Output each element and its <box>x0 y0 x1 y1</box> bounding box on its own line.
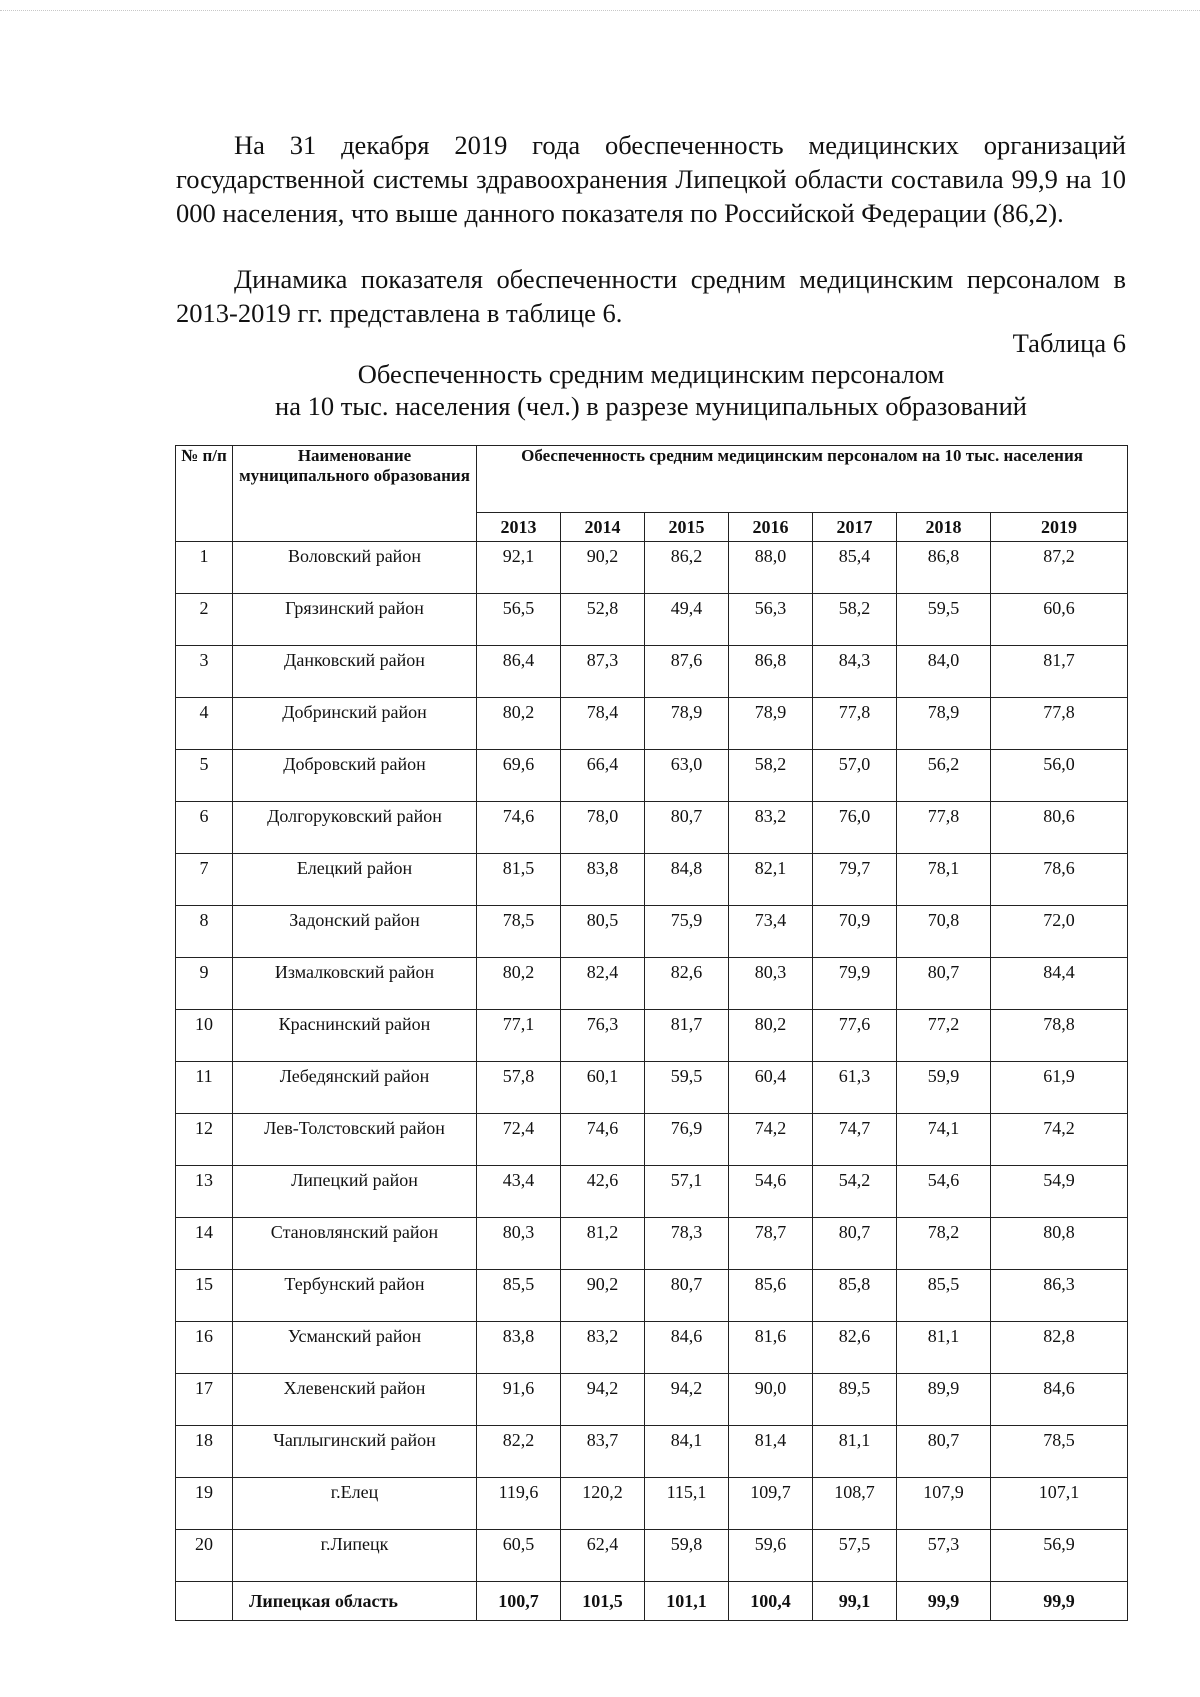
value-cell: 59,8 <box>645 1530 729 1582</box>
table-row <box>176 542 1128 594</box>
value-cell: 86,8 <box>729 646 813 698</box>
value-cell: 56,5 <box>477 594 561 646</box>
row-number: 12 <box>176 1114 233 1166</box>
value-cell: 80,7 <box>645 1270 729 1322</box>
value-cell: 101,1 <box>645 1582 729 1621</box>
value-cell: 79,9 <box>813 958 897 1010</box>
value-cell: 82,4 <box>561 958 645 1010</box>
value-cell: 61,3 <box>813 1062 897 1114</box>
municipality-name: Лебедянский район <box>233 1062 477 1114</box>
value-cell: 94,2 <box>561 1374 645 1426</box>
value-cell: 83,8 <box>561 854 645 906</box>
value-cell: 54,2 <box>813 1166 897 1218</box>
value-cell: 80,6 <box>991 802 1128 854</box>
row-number: 4 <box>176 698 233 750</box>
group-header: Обеспеченность средним медицинским персоналом на 10 тыс. населения <box>477 446 1128 513</box>
value-cell: 84,6 <box>991 1374 1128 1426</box>
value-cell: 42,6 <box>561 1166 645 1218</box>
value-cell: 84,4 <box>991 958 1128 1010</box>
caption-line-2: на 10 тыс. населения (чел.) в разрезе муниципальных образований <box>275 391 1027 421</box>
header-row <box>176 446 1128 513</box>
value-cell: 75,9 <box>645 906 729 958</box>
value-cell: 74,6 <box>561 1114 645 1166</box>
table-row <box>176 646 1128 698</box>
value-cell: 52,8 <box>561 594 645 646</box>
value-cell: 78,3 <box>645 1218 729 1270</box>
value-cell: 54,6 <box>729 1166 813 1218</box>
row-number: 6 <box>176 802 233 854</box>
value-cell: 78,9 <box>897 698 991 750</box>
year-header: 2019 <box>991 513 1128 542</box>
value-cell: 87,6 <box>645 646 729 698</box>
value-cell: 82,6 <box>813 1322 897 1374</box>
value-cell: 107,1 <box>991 1478 1128 1530</box>
value-cell: 87,3 <box>561 646 645 698</box>
value-cell: 86,8 <box>897 542 991 594</box>
value-cell: 86,4 <box>477 646 561 698</box>
value-cell: 78,0 <box>561 802 645 854</box>
table-row <box>176 854 1128 906</box>
value-cell: 80,8 <box>991 1218 1128 1270</box>
value-cell: 101,5 <box>561 1582 645 1621</box>
value-cell: 78,9 <box>645 698 729 750</box>
value-cell: 78,1 <box>897 854 991 906</box>
row-number: 8 <box>176 906 233 958</box>
value-cell: 88,0 <box>729 542 813 594</box>
value-cell: 78,4 <box>561 698 645 750</box>
value-cell: 57,8 <box>477 1062 561 1114</box>
row-number <box>176 1582 233 1621</box>
municipality-name: Воловский район <box>233 542 477 594</box>
year-header: 2014 <box>561 513 645 542</box>
value-cell: 108,7 <box>813 1478 897 1530</box>
value-cell: 90,0 <box>729 1374 813 1426</box>
total-row <box>176 1582 1128 1621</box>
value-cell: 81,1 <box>897 1322 991 1374</box>
row-number: 7 <box>176 854 233 906</box>
value-cell: 57,0 <box>813 750 897 802</box>
value-cell: 99,9 <box>991 1582 1128 1621</box>
value-cell: 60,1 <box>561 1062 645 1114</box>
value-cell: 60,6 <box>991 594 1128 646</box>
municipality-name: Данковский район <box>233 646 477 698</box>
table-row <box>176 594 1128 646</box>
value-cell: 87,2 <box>991 542 1128 594</box>
value-cell: 84,3 <box>813 646 897 698</box>
value-cell: 78,7 <box>729 1218 813 1270</box>
value-cell: 83,2 <box>561 1322 645 1374</box>
row-number: 17 <box>176 1374 233 1426</box>
value-cell: 70,9 <box>813 906 897 958</box>
value-cell: 86,2 <box>645 542 729 594</box>
municipality-name: Долгоруковский район <box>233 802 477 854</box>
table-row <box>176 1166 1128 1218</box>
staffing-table <box>175 445 1128 1621</box>
table-row <box>176 1062 1128 1114</box>
table-row <box>176 750 1128 802</box>
value-cell: 59,5 <box>897 594 991 646</box>
year-header: 2018 <box>897 513 991 542</box>
value-cell: 100,7 <box>477 1582 561 1621</box>
value-cell: 66,4 <box>561 750 645 802</box>
row-number: 13 <box>176 1166 233 1218</box>
value-cell: 85,6 <box>729 1270 813 1322</box>
value-cell: 82,1 <box>729 854 813 906</box>
value-cell: 81,4 <box>729 1426 813 1478</box>
value-cell: 77,6 <box>813 1010 897 1062</box>
value-cell: 81,7 <box>645 1010 729 1062</box>
value-cell: 57,3 <box>897 1530 991 1582</box>
municipality-name: Краснинский район <box>233 1010 477 1062</box>
municipality-name: Становлянский район <box>233 1218 477 1270</box>
municipality-name: Липецкий район <box>233 1166 477 1218</box>
table-row <box>176 1426 1128 1478</box>
value-cell: 81,1 <box>813 1426 897 1478</box>
year-header: 2016 <box>729 513 813 542</box>
value-cell: 80,7 <box>645 802 729 854</box>
year-header: 2017 <box>813 513 897 542</box>
value-cell: 89,5 <box>813 1374 897 1426</box>
value-cell: 92,1 <box>477 542 561 594</box>
col-name-header: Наименование муниципального образования <box>233 446 477 542</box>
intro-paragraph: На 31 декабря 2019 года обеспеченность медицинских организаций государственной системы здравоохранения Липецкой области составила 99,9 на 10 000 населения, что выше данного показателя по Российской Федерации (86,2). <box>176 130 1126 228</box>
table-label: Таблица 6 <box>1012 328 1126 358</box>
municipality-name: Липецкая область <box>233 1582 477 1621</box>
value-cell: 82,6 <box>645 958 729 1010</box>
value-cell: 119,6 <box>477 1478 561 1530</box>
row-number: 19 <box>176 1478 233 1530</box>
col-number-header: № п/п <box>176 446 233 542</box>
table-row <box>176 1322 1128 1374</box>
row-number: 9 <box>176 958 233 1010</box>
value-cell: 56,2 <box>897 750 991 802</box>
value-cell: 81,6 <box>729 1322 813 1374</box>
table-row <box>176 1010 1128 1062</box>
table-row <box>176 1374 1128 1426</box>
value-cell: 77,2 <box>897 1010 991 1062</box>
value-cell: 78,5 <box>477 906 561 958</box>
value-cell: 69,6 <box>477 750 561 802</box>
dynamics-paragraph: Динамика показателя обеспеченности средним медицинским персоналом в 2013-2019 гг. представлена в таблице 6. <box>176 264 1126 328</box>
value-cell: 91,6 <box>477 1374 561 1426</box>
value-cell: 94,2 <box>645 1374 729 1426</box>
value-cell: 85,5 <box>477 1270 561 1322</box>
table-caption <box>176 358 1126 422</box>
value-cell: 79,7 <box>813 854 897 906</box>
table-row <box>176 802 1128 854</box>
value-cell: 72,0 <box>991 906 1128 958</box>
value-cell: 62,4 <box>561 1530 645 1582</box>
value-cell: 85,5 <box>897 1270 991 1322</box>
value-cell: 56,0 <box>991 750 1128 802</box>
value-cell: 57,1 <box>645 1166 729 1218</box>
table-row <box>176 1218 1128 1270</box>
value-cell: 84,8 <box>645 854 729 906</box>
value-cell: 82,8 <box>991 1322 1128 1374</box>
value-cell: 58,2 <box>813 594 897 646</box>
municipality-name: г.Липецк <box>233 1530 477 1582</box>
value-cell: 77,8 <box>991 698 1128 750</box>
value-cell: 74,7 <box>813 1114 897 1166</box>
value-cell: 63,0 <box>645 750 729 802</box>
value-cell: 49,4 <box>645 594 729 646</box>
value-cell: 80,3 <box>477 1218 561 1270</box>
value-cell: 43,4 <box>477 1166 561 1218</box>
row-number: 5 <box>176 750 233 802</box>
year-header: 2015 <box>645 513 729 542</box>
row-number: 3 <box>176 646 233 698</box>
value-cell: 80,2 <box>477 958 561 1010</box>
value-cell: 78,9 <box>729 698 813 750</box>
value-cell: 100,4 <box>729 1582 813 1621</box>
value-cell: 59,9 <box>897 1062 991 1114</box>
value-cell: 78,6 <box>991 854 1128 906</box>
value-cell: 54,9 <box>991 1166 1128 1218</box>
value-cell: 83,8 <box>477 1322 561 1374</box>
value-cell: 76,0 <box>813 802 897 854</box>
value-cell: 60,4 <box>729 1062 813 1114</box>
municipality-name: Грязинский район <box>233 594 477 646</box>
municipality-name: Добровский район <box>233 750 477 802</box>
value-cell: 107,9 <box>897 1478 991 1530</box>
value-cell: 82,2 <box>477 1426 561 1478</box>
row-number: 1 <box>176 542 233 594</box>
municipality-name: г.Елец <box>233 1478 477 1530</box>
value-cell: 77,8 <box>897 802 991 854</box>
table-row <box>176 1270 1128 1322</box>
value-cell: 72,4 <box>477 1114 561 1166</box>
municipality-name: Елецкий район <box>233 854 477 906</box>
value-cell: 80,7 <box>897 958 991 1010</box>
value-cell: 57,5 <box>813 1530 897 1582</box>
value-cell: 80,7 <box>813 1218 897 1270</box>
value-cell: 83,2 <box>729 802 813 854</box>
table-body <box>176 542 1128 1621</box>
value-cell: 89,9 <box>897 1374 991 1426</box>
table-row <box>176 1530 1128 1582</box>
value-cell: 90,2 <box>561 542 645 594</box>
table-row <box>176 906 1128 958</box>
value-cell: 85,4 <box>813 542 897 594</box>
value-cell: 80,2 <box>477 698 561 750</box>
value-cell: 76,3 <box>561 1010 645 1062</box>
value-cell: 70,8 <box>897 906 991 958</box>
row-number: 2 <box>176 594 233 646</box>
row-number: 15 <box>176 1270 233 1322</box>
value-cell: 120,2 <box>561 1478 645 1530</box>
municipality-name: Лев-Толстовский район <box>233 1114 477 1166</box>
municipality-name: Хлевенский район <box>233 1374 477 1426</box>
municipality-name: Усманский район <box>233 1322 477 1374</box>
value-cell: 83,7 <box>561 1426 645 1478</box>
row-number: 14 <box>176 1218 233 1270</box>
value-cell: 59,5 <box>645 1062 729 1114</box>
value-cell: 74,2 <box>729 1114 813 1166</box>
scan-edge-line <box>0 10 1200 11</box>
row-number: 10 <box>176 1010 233 1062</box>
table-row <box>176 1478 1128 1530</box>
municipality-name: Задонский район <box>233 906 477 958</box>
municipality-name: Тербунский район <box>233 1270 477 1322</box>
row-number: 11 <box>176 1062 233 1114</box>
value-cell: 76,9 <box>645 1114 729 1166</box>
value-cell: 78,8 <box>991 1010 1128 1062</box>
value-cell: 59,6 <box>729 1530 813 1582</box>
row-number: 18 <box>176 1426 233 1478</box>
value-cell: 56,3 <box>729 594 813 646</box>
value-cell: 54,6 <box>897 1166 991 1218</box>
value-cell: 84,1 <box>645 1426 729 1478</box>
caption-line-1: Обеспеченность средним медицинским персоналом <box>357 359 945 389</box>
value-cell: 61,9 <box>991 1062 1128 1114</box>
value-cell: 81,5 <box>477 854 561 906</box>
table-row <box>176 1114 1128 1166</box>
municipality-name: Измалковский район <box>233 958 477 1010</box>
value-cell: 85,8 <box>813 1270 897 1322</box>
value-cell: 115,1 <box>645 1478 729 1530</box>
value-cell: 80,2 <box>729 1010 813 1062</box>
value-cell: 86,3 <box>991 1270 1128 1322</box>
value-cell: 78,2 <box>897 1218 991 1270</box>
value-cell: 56,9 <box>991 1530 1128 1582</box>
value-cell: 99,9 <box>897 1582 991 1621</box>
value-cell: 80,7 <box>897 1426 991 1478</box>
value-cell: 84,6 <box>645 1322 729 1374</box>
value-cell: 84,0 <box>897 646 991 698</box>
value-cell: 77,1 <box>477 1010 561 1062</box>
row-number: 20 <box>176 1530 233 1582</box>
value-cell: 74,6 <box>477 802 561 854</box>
year-header: 2013 <box>477 513 561 542</box>
municipality-name: Добринский район <box>233 698 477 750</box>
municipality-name: Чаплыгинский район <box>233 1426 477 1478</box>
value-cell: 99,1 <box>813 1582 897 1621</box>
value-cell: 109,7 <box>729 1478 813 1530</box>
value-cell: 77,8 <box>813 698 897 750</box>
value-cell: 74,2 <box>991 1114 1128 1166</box>
value-cell: 80,3 <box>729 958 813 1010</box>
value-cell: 73,4 <box>729 906 813 958</box>
table-row <box>176 698 1128 750</box>
value-cell: 78,5 <box>991 1426 1128 1478</box>
value-cell: 60,5 <box>477 1530 561 1582</box>
value-cell: 81,2 <box>561 1218 645 1270</box>
table-row <box>176 958 1128 1010</box>
value-cell: 74,1 <box>897 1114 991 1166</box>
row-number: 16 <box>176 1322 233 1374</box>
value-cell: 80,5 <box>561 906 645 958</box>
value-cell: 58,2 <box>729 750 813 802</box>
value-cell: 90,2 <box>561 1270 645 1322</box>
value-cell: 81,7 <box>991 646 1128 698</box>
